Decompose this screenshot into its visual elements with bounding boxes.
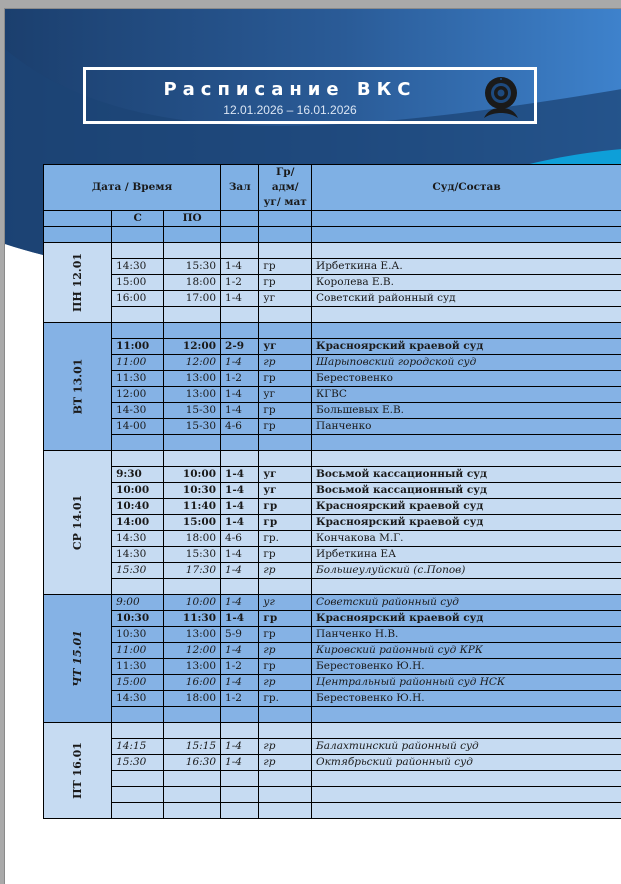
time-from-cell: 12:00 xyxy=(112,387,164,403)
court-cell: Кировский районный суд КРК xyxy=(312,643,621,659)
case-type-cell: уг xyxy=(259,483,312,499)
subheader-blank xyxy=(44,211,112,227)
time-to-cell xyxy=(164,307,221,323)
time-to-cell xyxy=(164,771,221,787)
table-row xyxy=(44,291,621,307)
column-header-type-text: Гр/ адм/уг/ мат xyxy=(264,166,307,208)
day-label: ЧТ 15.01 xyxy=(70,630,85,687)
time-from-cell: 11:00 xyxy=(112,339,164,355)
case-type-cell xyxy=(259,707,312,723)
time-to-cell xyxy=(164,579,221,595)
time-to-cell: 15:00 xyxy=(164,515,221,531)
table-row xyxy=(44,627,621,643)
case-type-cell xyxy=(259,723,312,739)
court-cell: КГВС xyxy=(312,387,621,403)
court-cell: Красноярский краевой суд xyxy=(312,339,621,355)
court-cell: Восьмой кассационный суд xyxy=(312,483,621,499)
table-row xyxy=(44,307,621,323)
time-to-cell: 15-30 xyxy=(164,419,221,435)
case-type-cell: гр xyxy=(259,755,312,771)
court-cell: Шарыповский городской суд xyxy=(312,355,621,371)
time-to-cell: 17:30 xyxy=(164,563,221,579)
case-type-cell: уг xyxy=(259,387,312,403)
table-row xyxy=(44,675,621,691)
table-row xyxy=(44,275,621,291)
spacer-cell xyxy=(112,227,164,243)
hall-cell: 1-4 xyxy=(221,499,259,515)
column-header-court: Суд/Состав xyxy=(312,165,621,211)
time-from-cell xyxy=(112,803,164,819)
table-row xyxy=(44,691,621,707)
table-row xyxy=(44,739,621,755)
hall-cell: 1-4 xyxy=(221,515,259,531)
hall-cell: 1-4 xyxy=(221,675,259,691)
case-type-cell: гр xyxy=(259,499,312,515)
subheader-blank xyxy=(312,211,621,227)
time-from-cell: 11:30 xyxy=(112,659,164,675)
hall-cell: 2-9 xyxy=(221,339,259,355)
day-label-cell xyxy=(44,243,112,323)
day-label-cell xyxy=(44,451,112,595)
table-row xyxy=(44,611,621,627)
court-cell: Большеулуйский (с.Попов) xyxy=(312,563,621,579)
case-type-cell: гр. xyxy=(259,531,312,547)
subheader-blank xyxy=(259,211,312,227)
hall-cell: 1-4 xyxy=(221,739,259,755)
table-row xyxy=(44,531,621,547)
hall-cell: 4-6 xyxy=(221,531,259,547)
court-cell: Панченко Н.В. xyxy=(312,627,621,643)
time-from-cell: 10:30 xyxy=(112,627,164,643)
schedule-body xyxy=(44,243,621,819)
case-type-cell xyxy=(259,803,312,819)
hall-cell xyxy=(221,787,259,803)
table-row xyxy=(44,643,621,659)
time-to-cell: 15:15 xyxy=(164,739,221,755)
case-type-cell xyxy=(259,243,312,259)
column-header-type xyxy=(259,165,312,211)
table-row xyxy=(44,467,621,483)
hall-cell: 1-2 xyxy=(221,691,259,707)
hall-cell: 5-9 xyxy=(221,627,259,643)
table-row xyxy=(44,771,621,787)
court-cell: Красноярский краевой суд xyxy=(312,499,621,515)
time-from-cell: 14:15 xyxy=(112,739,164,755)
time-to-cell: 12:00 xyxy=(164,339,221,355)
court-cell: Советский районный суд xyxy=(312,595,621,611)
case-type-cell: уг xyxy=(259,467,312,483)
case-type-cell: гр xyxy=(259,355,312,371)
table-row xyxy=(44,707,621,723)
court-cell xyxy=(312,579,621,595)
case-type-cell: гр xyxy=(259,563,312,579)
court-cell: Берестовенко Ю.Н. xyxy=(312,659,621,675)
column-header-to: ПО xyxy=(164,211,221,227)
time-from-cell: 15:00 xyxy=(112,675,164,691)
column-header-from: С xyxy=(112,211,164,227)
court-cell: Королева Е.В. xyxy=(312,275,621,291)
time-from-cell: 9:30 xyxy=(112,467,164,483)
table-row xyxy=(44,595,621,611)
case-type-cell: гр xyxy=(259,371,312,387)
hall-cell xyxy=(221,243,259,259)
court-cell: Восьмой кассационный суд xyxy=(312,467,621,483)
hall-cell xyxy=(221,771,259,787)
hall-cell xyxy=(221,323,259,339)
time-from-cell xyxy=(112,243,164,259)
day-label: ПН 12.01 xyxy=(70,252,85,311)
time-from-cell: 14-00 xyxy=(112,419,164,435)
time-to-cell: 16:30 xyxy=(164,755,221,771)
case-type-cell xyxy=(259,451,312,467)
time-to-cell xyxy=(164,723,221,739)
court-cell: Балахтинский районный суд xyxy=(312,739,621,755)
day-label-cell xyxy=(44,723,112,819)
hall-cell: 1-4 xyxy=(221,595,259,611)
hall-cell: 1-4 xyxy=(221,483,259,499)
column-header-datetime: Дата / Время xyxy=(44,165,221,211)
court-cell: Ирбеткина Е.А. xyxy=(312,259,621,275)
time-from-cell xyxy=(112,787,164,803)
time-to-cell: 18:00 xyxy=(164,691,221,707)
hall-cell: 1-4 xyxy=(221,467,259,483)
time-from-cell: 10:30 xyxy=(112,611,164,627)
time-to-cell xyxy=(164,787,221,803)
table-row xyxy=(44,515,621,531)
time-to-cell: 13:00 xyxy=(164,387,221,403)
time-from-cell: 15:00 xyxy=(112,275,164,291)
court-cell: Центральный районный суд НСК xyxy=(312,675,621,691)
case-type-cell: гр xyxy=(259,643,312,659)
time-to-cell xyxy=(164,803,221,819)
court-cell xyxy=(312,323,621,339)
case-type-cell xyxy=(259,307,312,323)
day-label-cell xyxy=(44,323,112,451)
table-row xyxy=(44,659,621,675)
table-row xyxy=(44,371,621,387)
case-type-cell: уг xyxy=(259,291,312,307)
time-to-cell: 10:00 xyxy=(164,595,221,611)
time-from-cell: 14:30 xyxy=(112,531,164,547)
court-cell xyxy=(312,243,621,259)
subheader-blank xyxy=(221,211,259,227)
table-row xyxy=(44,483,621,499)
case-type-cell xyxy=(259,771,312,787)
case-type-cell: гр xyxy=(259,611,312,627)
time-from-cell: 11:00 xyxy=(112,643,164,659)
table-row xyxy=(44,499,621,515)
hall-cell: 1-4 xyxy=(221,259,259,275)
table-row xyxy=(44,339,621,355)
schedule-table xyxy=(43,164,621,819)
date-range: 12.01.2026 – 16.01.2026 xyxy=(86,103,494,117)
title-box xyxy=(83,67,537,124)
case-type-cell xyxy=(259,579,312,595)
table-row xyxy=(44,435,621,451)
time-from-cell: 14:30 xyxy=(112,691,164,707)
court-cell xyxy=(312,723,621,739)
time-from-cell xyxy=(112,435,164,451)
time-to-cell xyxy=(164,323,221,339)
court-cell xyxy=(312,307,621,323)
time-from-cell xyxy=(112,307,164,323)
table-row xyxy=(44,403,621,419)
case-type-cell: гр xyxy=(259,627,312,643)
time-from-cell: 15:30 xyxy=(112,563,164,579)
hall-cell: 1-4 xyxy=(221,755,259,771)
case-type-cell: гр xyxy=(259,259,312,275)
court-cell: Берестовенко xyxy=(312,371,621,387)
time-to-cell: 10:00 xyxy=(164,467,221,483)
court-cell xyxy=(312,435,621,451)
court-cell: Советский районный суд xyxy=(312,291,621,307)
time-from-cell: 14-30 xyxy=(112,403,164,419)
court-cell: Октябрьский районный суд xyxy=(312,755,621,771)
court-cell: Кончакова М.Г. xyxy=(312,531,621,547)
case-type-cell: гр xyxy=(259,419,312,435)
court-cell xyxy=(312,803,621,819)
hall-cell: 4-6 xyxy=(221,419,259,435)
time-to-cell: 13:00 xyxy=(164,659,221,675)
time-to-cell: 12:00 xyxy=(164,643,221,659)
court-cell: Панченко xyxy=(312,419,621,435)
day-label: СР 14.01 xyxy=(70,494,85,549)
time-to-cell: 17:00 xyxy=(164,291,221,307)
document-page xyxy=(4,8,621,884)
hall-cell: 1-2 xyxy=(221,275,259,291)
hall-cell: 1-4 xyxy=(221,387,259,403)
day-label: ПТ 16.01 xyxy=(70,742,85,799)
time-from-cell: 14:00 xyxy=(112,515,164,531)
day-label: ВТ 13.01 xyxy=(70,358,85,414)
court-cell xyxy=(312,451,621,467)
table-row xyxy=(44,803,621,819)
time-from-cell xyxy=(112,579,164,595)
time-from-cell: 11:00 xyxy=(112,355,164,371)
hall-cell xyxy=(221,579,259,595)
hall-cell: 1-4 xyxy=(221,291,259,307)
table-row xyxy=(44,723,621,739)
time-to-cell xyxy=(164,435,221,451)
table-row xyxy=(44,787,621,803)
spacer-cell xyxy=(259,227,312,243)
time-to-cell xyxy=(164,243,221,259)
time-to-cell: 11:40 xyxy=(164,499,221,515)
table-row xyxy=(44,579,621,595)
time-to-cell: 12:00 xyxy=(164,355,221,371)
case-type-cell xyxy=(259,787,312,803)
column-header-hall: Зал xyxy=(221,165,259,211)
table-row xyxy=(44,547,621,563)
time-to-cell: 15-30 xyxy=(164,403,221,419)
case-type-cell xyxy=(259,435,312,451)
time-from-cell xyxy=(112,771,164,787)
spacer-cell xyxy=(164,227,221,243)
time-to-cell: 13:00 xyxy=(164,371,221,387)
court-cell xyxy=(312,707,621,723)
hall-cell xyxy=(221,803,259,819)
hall-cell: 1-4 xyxy=(221,643,259,659)
court-cell: Красноярский краевой суд xyxy=(312,515,621,531)
time-from-cell: 14:30 xyxy=(112,547,164,563)
case-type-cell: гр xyxy=(259,403,312,419)
hall-cell: 1-4 xyxy=(221,563,259,579)
time-from-cell: 16:00 xyxy=(112,291,164,307)
hall-cell: 1-4 xyxy=(221,403,259,419)
table-row xyxy=(44,259,621,275)
time-from-cell xyxy=(112,707,164,723)
hall-cell xyxy=(221,435,259,451)
hall-cell xyxy=(221,723,259,739)
time-to-cell: 13:00 xyxy=(164,627,221,643)
case-type-cell: гр xyxy=(259,739,312,755)
webcam-icon xyxy=(478,74,524,120)
court-cell: Берестовенко Ю.Н. xyxy=(312,691,621,707)
hall-cell: 1-4 xyxy=(221,611,259,627)
case-type-cell: гр xyxy=(259,675,312,691)
court-cell: Красноярский краевой суд xyxy=(312,611,621,627)
time-to-cell: 18:00 xyxy=(164,275,221,291)
court-cell xyxy=(312,787,621,803)
time-to-cell xyxy=(164,707,221,723)
court-cell: Большевых Е.В. xyxy=(312,403,621,419)
spacer-cell xyxy=(44,227,112,243)
case-type-cell: гр xyxy=(259,275,312,291)
case-type-cell: уг xyxy=(259,339,312,355)
time-from-cell: 10:40 xyxy=(112,499,164,515)
case-type-cell: уг xyxy=(259,595,312,611)
case-type-cell: гр xyxy=(259,547,312,563)
time-to-cell: 11:30 xyxy=(164,611,221,627)
time-from-cell xyxy=(112,723,164,739)
time-to-cell: 15:30 xyxy=(164,547,221,563)
time-from-cell: 10:00 xyxy=(112,483,164,499)
time-to-cell: 18:00 xyxy=(164,531,221,547)
time-to-cell: 16:00 xyxy=(164,675,221,691)
case-type-cell: гр xyxy=(259,659,312,675)
day-label-cell xyxy=(44,595,112,723)
time-to-cell: 10:30 xyxy=(164,483,221,499)
court-cell xyxy=(312,771,621,787)
case-type-cell: гр xyxy=(259,515,312,531)
table-row xyxy=(44,387,621,403)
table-row xyxy=(44,451,621,467)
time-from-cell: 15:30 xyxy=(112,755,164,771)
time-to-cell: 15:30 xyxy=(164,259,221,275)
table-row xyxy=(44,323,621,339)
time-from-cell: 9:00 xyxy=(112,595,164,611)
table-row xyxy=(44,243,621,259)
hall-cell: 1-2 xyxy=(221,659,259,675)
time-from-cell xyxy=(112,451,164,467)
spacer-cell xyxy=(312,227,621,243)
time-from-cell: 11:30 xyxy=(112,371,164,387)
hall-cell xyxy=(221,707,259,723)
table-row xyxy=(44,755,621,771)
page-title: Расписание ВКС xyxy=(86,79,494,100)
court-cell: Ирбеткина ЕА xyxy=(312,547,621,563)
table-row xyxy=(44,355,621,371)
hall-cell xyxy=(221,307,259,323)
case-type-cell xyxy=(259,323,312,339)
hall-cell: 1-2 xyxy=(221,371,259,387)
hall-cell: 1-4 xyxy=(221,547,259,563)
case-type-cell: гр. xyxy=(259,691,312,707)
time-to-cell xyxy=(164,451,221,467)
table-row xyxy=(44,419,621,435)
time-from-cell: 14:30 xyxy=(112,259,164,275)
hall-cell xyxy=(221,451,259,467)
time-from-cell xyxy=(112,323,164,339)
hall-cell: 1-4 xyxy=(221,355,259,371)
table-row xyxy=(44,563,621,579)
spacer-cell xyxy=(221,227,259,243)
